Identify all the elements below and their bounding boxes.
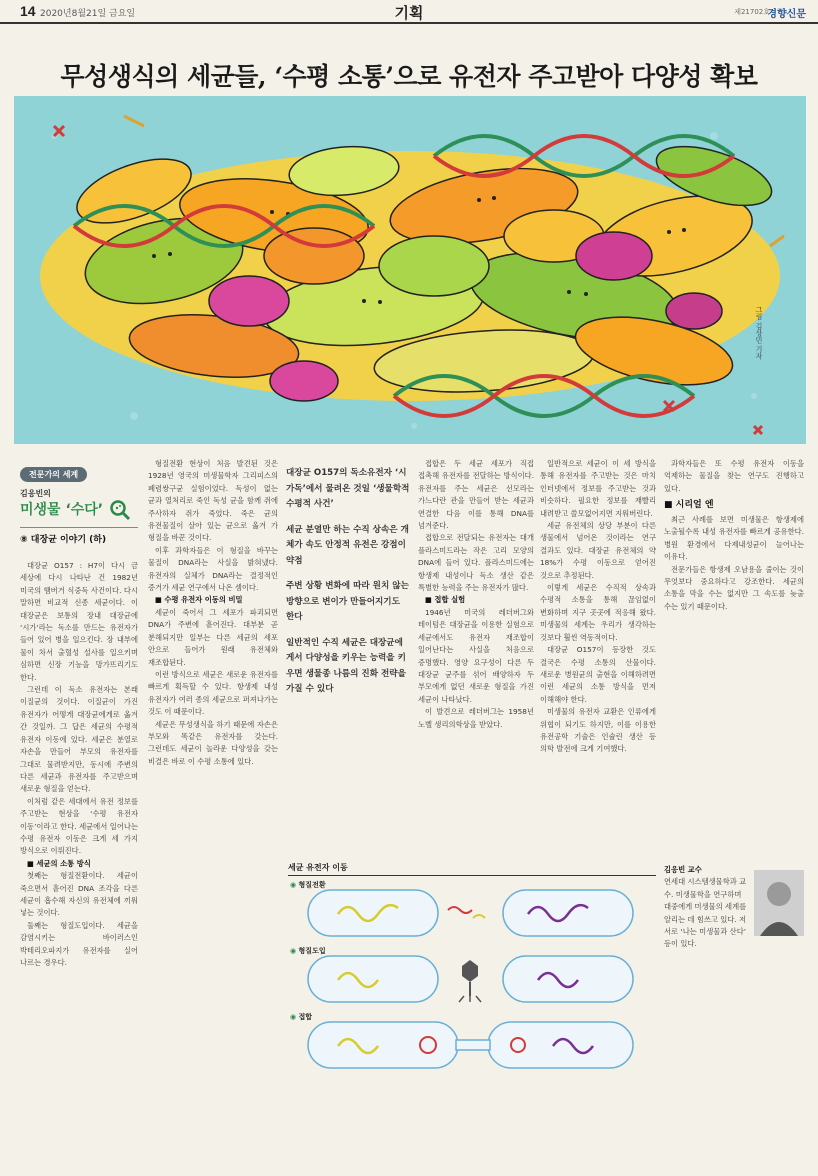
series-badge: 전문가의 세계 — [20, 467, 87, 482]
pull-quote: 세균 분열만 하는 수직 상속은 개체가 속도 안정적 유전은 강점이 약점 — [286, 524, 409, 566]
figure-stage-transformation — [288, 880, 656, 942]
body-column-1 — [20, 560, 138, 1176]
bacteria-illustration — [14, 96, 806, 444]
sidebar-body — [664, 514, 804, 854]
author-portrait — [754, 870, 804, 936]
figure-stage-conjugation — [288, 1012, 656, 1074]
headline: 무성생식의 세균들, ‘수평 소통’으로 유전자 주고받아 다양성 확보 — [60, 61, 758, 91]
paragraph: 세균은 무성생식을 하기 때문에 자손은 부모와 똑같은 유전자를 갖는다. 그런데도 세균이 놀라운 다양성을 갖는 비결은 바로 이 수평 소통에 있다. — [148, 719, 278, 766]
paragraph: 형질전환 현상이 처음 발견된 것은 1928년 영국의 미생물학자 그리피스의 폐렴쌍구균 실험이었다. 독성이 없는 균과 열처리로 죽인 독성 균을 함께 쥐에 주사하자 쥐가 죽었다. 죽은 균의 유전물질이 살아 있는 균으로 옮겨 가 형질을 바꾼 것이다. — [148, 459, 278, 543]
page-number: 14 — [20, 3, 36, 19]
subhead: ■ 세균의 소통 방식 — [27, 858, 91, 868]
author-name: 김응빈 교수 — [664, 865, 702, 874]
figure-title: 세균 유전자 이동 — [288, 862, 656, 876]
figure-stage-transduction — [288, 946, 656, 1008]
paragraph: 과학자들은 또 수평 유전자 이동을 억제하는 물질을 찾는 연구도 진행하고 있다. — [664, 459, 804, 493]
stage-label: ◉ 형질도입 — [290, 947, 326, 955]
column-author-line: 김응빈의 — [20, 489, 51, 498]
paragraph: 그런데 이 독소 유전자는 본래 이질균의 것이다. 이질균이 가진 유전자가 어떻게 대장균에게로 옮겨 간 것일까. 그 답은 세균의 수평적 유전자 이동에 있다. 세균은 분열로 자손을 만들어 부모의 유전자를 그대로 물려받지만, 동시에 주변의 다른 세균과 유전자를 주고받으며 새로운 형질을 얻는다. — [20, 685, 138, 794]
pull-quote: 일반적인 수직 세균은 대장균에게서 다양성을 키우는 능력을 키우면 생물종 나름의 진화 전략을 가질 수 있다 — [286, 637, 406, 694]
paragraph: 세균이 죽어서 그 세포가 파괴되면 DNA가 주변에 흩어진다. 대부분 곧 분해되지만 일부는 다른 세균의 세포 안으로 들어가 원래 유전체와 재조합된다. — [148, 607, 278, 667]
paragraph: 둘째는 형질도입이다. 세균을 감염시키는 바이러스인 박테리오파지가 유전자를 실어 나르는 경우다. — [20, 920, 138, 967]
paragraph: 세균 유전체의 상당 부분이 다른 생물에서 넘어온 것이라는 연구 결과도 있다. 대장균 유전체의 약 18%가 수평 이동으로 얻어진 것으로 추정된다. — [540, 521, 656, 580]
subhead: ■ 수평 유전자 이동의 비밀 — [155, 595, 243, 605]
illustration-credit: 그림 김상민 기자 — [755, 306, 763, 360]
pull-quote: 주변 상황 변화에 따라 원치 않는 방향으로 변이가 만들어지기도 한다 — [286, 581, 409, 622]
paragraph: 최근 사례를 보면 미생물은 항생제에 노출될수록 내성 유전자를 빠르게 공유한다. 병원 환경에서 다제내성균이 늘어나는 이유다. — [664, 515, 804, 562]
paragraph: 전문가들은 항생제 오남용을 줄이는 것이 무엇보다 중요하다고 강조한다. 세균의 소통을 막을 수는 없지만 그 속도를 늦출 수는 있기 때문이다. — [664, 564, 804, 611]
body-column-3 — [418, 458, 534, 854]
paragraph: 접합은 두 세균 세포가 직접 접촉해 유전자를 전달하는 방식이다. 유전자를 주는 세균은 선모라는 가느다란 관을 만들어 받는 세균과 연결한 다음 이를 통해 DNA를 넘겨준다. — [418, 459, 534, 531]
paragraph: 1946년 미국의 레더버그와 테이텀은 대장균을 이용한 실험으로 세균에서도 유전자 재조합이 일어난다는 사실을 처음으로 증명했다. 영양 요구성이 다른 두 대장균 균주를 섞어 배양하자 두 부모에게 없던 새로운 형질을 가진 세균이 나타났다. — [418, 607, 534, 704]
sidebar-heading: ■ 시리얼 엔 — [664, 500, 714, 510]
newspaper-logo: 경향신문 — [767, 9, 806, 20]
phage-icon — [459, 960, 481, 1002]
body-column-4 — [540, 458, 656, 854]
paragraph: 첫째는 형질전환이다. 세균이 죽으면서 흩어진 DNA 조각을 다른 세균이 흡수해 자신의 유전체에 끼워 넣는 것이다. — [20, 871, 138, 918]
transduction-diagram — [288, 946, 656, 1008]
issue-number: 제21702호 — [734, 8, 770, 16]
gene-transfer-figure — [288, 862, 656, 1074]
paragraph: 이렇게 세균은 수직적 상속과 수평적 소통을 통해 끊임없이 변화하며 지구 곳곳에 적응해 왔다. 미생물의 세계는 우리가 생각하는 것보다 훨씬 역동적이다. — [540, 583, 656, 642]
sidebar-section — [664, 497, 804, 854]
paragraph: 이후 과학자들은 이 형질을 바꾸는 물질이 DNA라는 사실을 밝혀냈다. 유전자의 실체가 DNA라는 결정적인 증거가 세균 연구에서 나온 셈이다. — [148, 545, 278, 593]
subhead: ■ 접합 실험 — [425, 595, 466, 605]
conjugation-diagram — [288, 1012, 656, 1074]
paragraph: 이런 방식으로 세균은 새로운 유전자를 빠르게 획득할 수 있다. 항생제 내성 유전자가 여러 종의 세균으로 퍼져나가는 것도 이 때문이다. — [148, 669, 278, 717]
author-bio-text: 연세대 시스템생물학과 교수. 미생물학을 연구하며 대중에게 미생물의 세계를 알리는 데 힘쓰고 있다. 저서로 ‘나는 미생물과 산다’ 등이 있다. — [664, 877, 747, 949]
column-name-row — [20, 499, 138, 521]
column-name: 미생물 ‘수다’ — [20, 502, 104, 518]
section-label: 기획 — [394, 4, 424, 22]
column-title-box — [20, 462, 138, 545]
paragraph: 대장균 O157이 등장한 것도 결국은 수평 소통의 산물이다. 새로운 병원균의 출현을 이해하려면 이런 세균의 소통 방식을 먼저 이해해야 한다. — [540, 645, 656, 704]
paragraph: 접합으로 전달되는 유전자는 대개 플라스미드라는 작은 고리 모양의 DNA에 들어 있다. 플라스미드에는 항생제 내성이나 독소 생산 같은 특별한 능력을 주는 유전자가 많다. — [418, 533, 534, 593]
page-masthead — [0, 0, 818, 24]
paragraph: 이처럼 같은 세대에서 유전 정보를 주고받는 현상을 ‘수평 유전자 이동’이라고 한다. 세균에서 일어나는 수평 유전자 이동은 크게 세 가지 방식으로 이뤄진다. — [20, 796, 138, 856]
stage-label: ◉ 접합 — [290, 1013, 313, 1021]
paragraph: 미생물의 유전자 교환은 인류에게 위협이 되기도 하지만, 이를 이용한 유전공학 기술은 인슐린 생산 등 의학 발전에 크게 기여했다. — [540, 707, 656, 754]
paragraph: 대장균 O157 : H7이 다시 금 세상에 다시 나타난 건 1982년 미국의 햄버거 식중독 사건이다. 다시 말하면 비교적 신종 세균이다. 이 대장균은 보통의 장내 대장균에 ‘시가’라는 독소를 만드는 유전자가 들어 있어 병을 일으킨다. 장 내부에 물이 차서 출혈성 설사를 일으키며 심하면 신장 기능을 망가뜨리기도 한다. — [20, 561, 138, 682]
transformation-diagram — [288, 880, 656, 942]
stage-label: ◉ 형질전환 — [290, 881, 326, 889]
pull-quotes — [286, 466, 410, 708]
magnifier-icon — [109, 499, 131, 521]
paragraph: 일반적으로 세균이 이 세 방식을 통해 유전자를 주고받는 것은 마치 인터넷에서 정보를 주고받는 것과 비슷하다. 필요한 정보를 재빨리 내려받고 쓸모없어지면 지워버린다. — [540, 459, 656, 518]
paragraph: 이 발견으로 레더버그는 1958년 노벨 생리의학상을 받았다. — [418, 707, 534, 729]
illustration — [14, 96, 806, 444]
body-column-2 — [148, 458, 278, 1072]
pull-quote: 대장균 O157의 독소유전자 ‘시가독’에서 물려온 것일 ‘생물학적 수평적 사건’ — [286, 468, 410, 509]
body-column-5-top — [664, 458, 804, 494]
column-subtitle: ⑧ 대장균 이야기 (하) — [20, 527, 138, 545]
publication-date: 2020년8월21일 금요일 — [40, 9, 136, 19]
